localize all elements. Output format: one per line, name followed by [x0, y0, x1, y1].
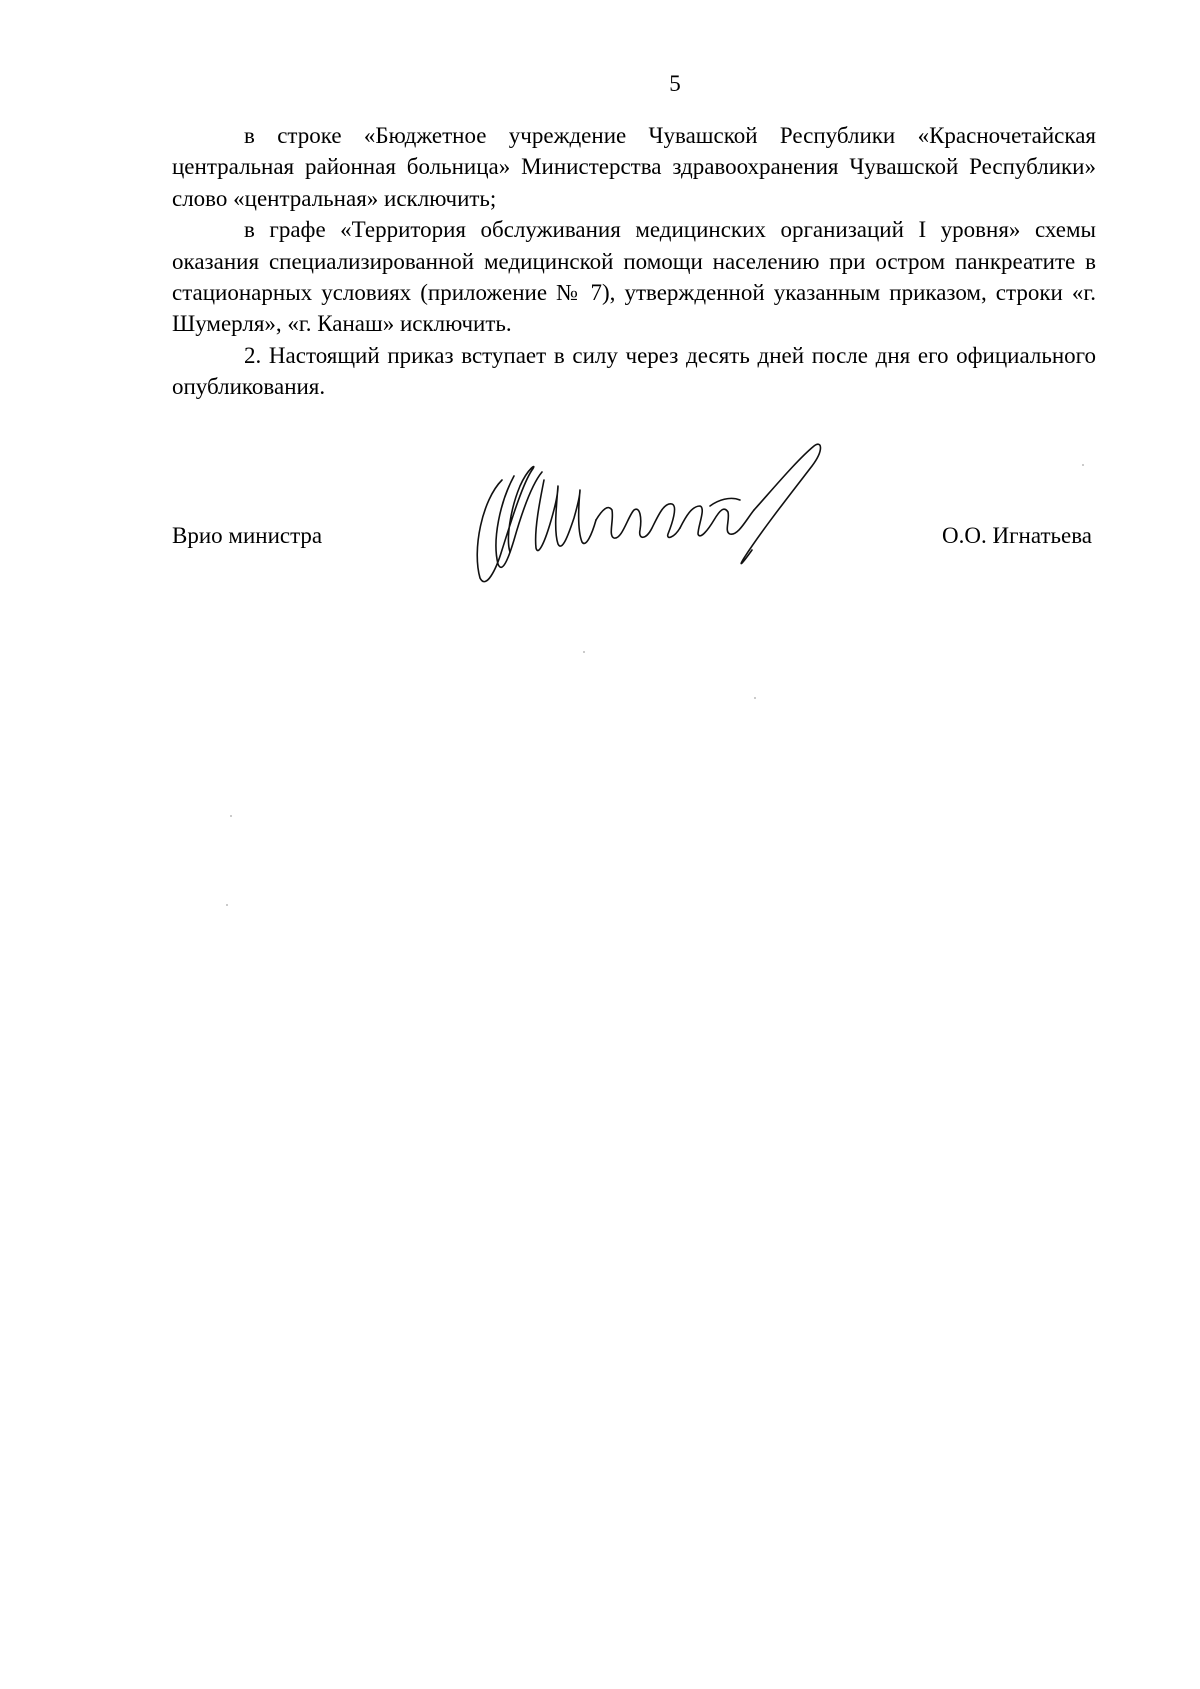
document-body: [172, 120, 1096, 403]
scan-speck: [754, 697, 756, 699]
scan-speck: [226, 904, 228, 906]
scan-speck: [583, 651, 585, 653]
scan-speck: [1082, 464, 1084, 466]
signer-title: Врио министра: [172, 523, 323, 548]
scan-speck: [230, 815, 232, 817]
page-number: 5: [669, 71, 681, 96]
paragraph-territory-column: в графе «Территория обслуживания медицинских организаций I уровня» схемы оказания специализированной медицинской помощи населению при остром панкреатите в стационарных условиях (приложение № 7), утвержденной указанным приказом, строки «г. Шумерля», «г. Канаш» исключить.: [172, 217, 1096, 337]
signature-block: [172, 440, 1092, 600]
paragraph-budget-institution: в строке «Бюджетное учреждение Чувашской Республики «Красночетайская центральная районная больница» Министерства здравоохранения Чувашской Республики» слово «центральная» исключить;: [172, 123, 1096, 211]
signer-name: О.О. Игнатьева: [942, 523, 1092, 548]
paragraph-effective-date: 2. Настоящий приказ вступает в силу через десять дней после дня его официального опубликования.: [172, 342, 1096, 400]
handwritten-signature-icon: [462, 440, 842, 590]
